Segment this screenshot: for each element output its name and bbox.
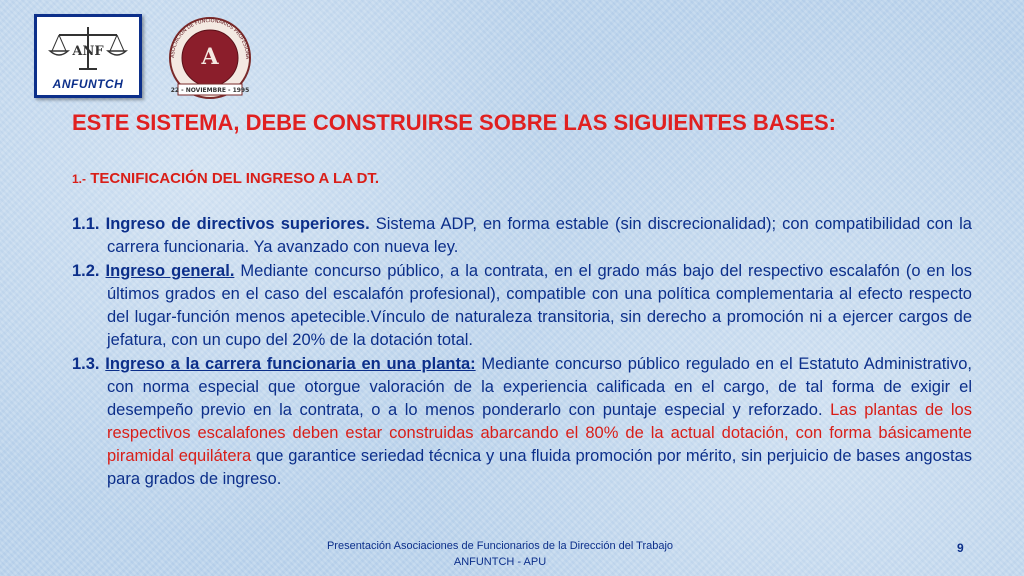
item-lead: Ingreso de directivos superiores. (105, 215, 370, 233)
item-text: Sistema ADP, en forma estable (sin discrecionalidad); con compatibilidad con la carrera funcionaria. Ya avanzado con nueva ley. (107, 215, 972, 256)
anfuntch-logo (34, 14, 142, 98)
apu-emblem-icon (160, 12, 260, 100)
bases-list (72, 213, 972, 492)
footer-line2: ANFUNTCH - APU (453, 556, 547, 568)
anfuntch-logo-text: ANFUNTCH (52, 77, 124, 91)
section-title: TECNIFICACIÓN DEL INGRESO A LA DT. (90, 170, 380, 187)
list-item (72, 260, 972, 352)
apu-ring-text: ASOCIACION DE FUNCIONARIOS PROFESIONA (169, 17, 251, 60)
footer (300, 538, 700, 570)
item-tail-text: que garantice seriedad técnica y una fluida promoción por mérito, sin perjuicio de bases angostas para grados de ingreso. (107, 447, 973, 488)
item-highlight-text: Las plantas de los respectivos escalafones deben estar construidas abarcando el 80% de la actual dotación, con forma básicamente piramidal equilátera (107, 401, 972, 465)
list-item (72, 213, 972, 259)
item-lead: Ingreso a la carrera funcionaria en una planta: (105, 355, 476, 373)
slide-title: ESTE SISTEMA, DEBE CONSTRUIRSE SOBRE LAS SIGUIENTES BASES: (72, 110, 836, 135)
item-lead: Ingreso general. (105, 262, 235, 280)
item-text: Mediante concurso público regulado en el Estatuto Administrativo, con norma especial que otorgue valoración de la experiencia calificada en el cargo, de tal forma de exigir el desempeño previo en la contrata, o a lo menos ponderarlo con puntaje especial y reforzado. (107, 355, 972, 419)
item-number: 1.2. (72, 262, 100, 280)
item-text: Mediante concurso público, a la contrata, en el grado más bajo del respectivo escalafón (o en los últimos grados en el caso del escalafón profesional), compatible con una política complementaria al efecto respecto del lugar-función menos apetecible.Vínculo de naturaleza transitoria, sin derecho a promoción ni a ejercer cargos de jefatura, con un cupo del 20% de la dotación total. (107, 262, 972, 349)
item-number: 1.3. (72, 355, 100, 373)
section-heading (72, 170, 379, 187)
item-number: 1.1. (72, 215, 100, 233)
page-number: 9 (957, 541, 964, 555)
section-number: 1.- (72, 172, 87, 186)
svg-text:A: A (201, 44, 219, 70)
list-item (72, 353, 972, 491)
footer-line1: Presentación Asociaciones de Funcionarios de la Dirección del Trabajo (326, 540, 674, 552)
apu-logo (160, 12, 260, 100)
anfuntch-initials: ANF (72, 44, 104, 59)
apu-date: 22 - NOVIEMBRE - 1995 (170, 87, 250, 94)
